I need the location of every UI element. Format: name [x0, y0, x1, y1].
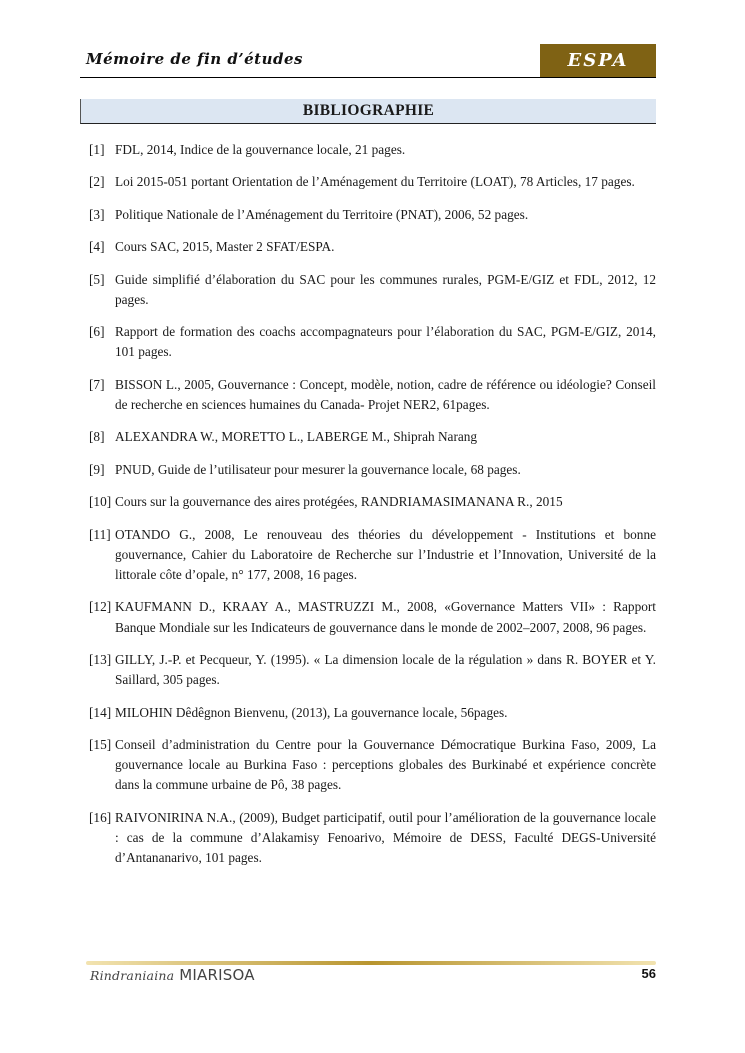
reference-item: [89, 525, 656, 586]
reference-number: [4]: [89, 239, 105, 255]
reference-text: MILOHIN Dêdêgnon Bienvenu, (2013), La gouvernance locale, 56pages.: [115, 704, 508, 720]
section-heading-box: [80, 99, 656, 124]
reference-text: KAUFMANN D., KRAAY A., MASTRUZZI M., 2008, «Governance Matters VII» : Rapport Banque Mondiale sur les Indicateurs de gouvernance dans le monde de 2002–2007, 2008, 96 pages.: [115, 599, 656, 635]
reference-text: FDL, 2014, Indice de la gouvernance locale, 21 pages.: [115, 142, 406, 157]
header-rule: [80, 77, 656, 78]
header-badge-label: ESPA: [567, 50, 629, 71]
document-header-title: Mémoire de fin d’études: [86, 50, 303, 68]
reference-item: [89, 172, 656, 192]
reference-number: [10]: [89, 494, 112, 510]
reference-text: Guide simplifié d’élaboration du SAC pour les communes rurales, PGM-E/GIZ et FDL, 2012, 12 pages.: [115, 271, 656, 307]
reference-number: [1]: [89, 142, 105, 157]
reference-text: ALEXANDRA W., MORETTO L., LABERGE M., Shiprah Narang: [115, 429, 478, 445]
reference-item: [89, 322, 656, 362]
reference-number: [16]: [89, 809, 112, 825]
reference-item: [89, 703, 656, 723]
reference-number: [3]: [89, 206, 105, 222]
header-badge: [540, 44, 656, 77]
reference-item: [89, 460, 656, 480]
reference-text: Politique Nationale de l’Aménagement du Territoire (PNAT), 2006, 52 pages.: [115, 206, 529, 222]
reference-item: [89, 650, 656, 690]
reference-item: [89, 237, 656, 257]
section-title: BIBLIOGRAPHIE: [302, 102, 435, 119]
reference-number: [8]: [89, 429, 105, 445]
reference-item: [89, 375, 656, 415]
reference-text: Cours SAC, 2015, Master 2 SFAT/ESPA.: [115, 239, 335, 255]
reference-item: [89, 205, 656, 225]
reference-text: RAIVONIRINA N.A., (2009), Budget participatif, outil pour l’amélioration de la gouvernance locale : cas de la commune d’Alakamisy Fenoarivo, Mémoire de DESS, Faculté DEGS-Université d’Antananarivo, 101 pages.: [115, 809, 656, 866]
reference-number: [5]: [89, 271, 105, 287]
reference-item: [89, 270, 656, 310]
reference-number: [9]: [89, 461, 105, 477]
footer-author: [90, 966, 255, 984]
bibliography-list: [89, 140, 656, 880]
reference-number: [13]: [89, 651, 112, 667]
reference-item: [89, 597, 656, 637]
reference-number: [6]: [89, 324, 105, 340]
reference-text: Rapport de formation des coachs accompagnateurs pour l’élaboration du SAC, PGM-E/GIZ, 2014, 101 pages.: [115, 324, 656, 360]
reference-item: [89, 427, 656, 447]
reference-item: [89, 492, 656, 512]
reference-text: BISSON L., 2005, Gouvernance : Concept, modèle, notion, cadre de référence ou idéologie? Conseil de recherche en sciences humaines du Canada- Projet NER2, 61pages.: [115, 376, 656, 412]
footer-author-last-name: MIARISOA: [179, 966, 255, 984]
reference-item: [89, 735, 656, 796]
reference-text: PNUD, Guide de l’utilisateur pour mesurer la gouvernance locale, 68 pages.: [115, 461, 521, 477]
reference-item: [89, 808, 656, 869]
footer-divider: [86, 961, 656, 965]
page-number: 56: [641, 966, 656, 981]
reference-item: [89, 140, 656, 160]
reference-number: [15]: [89, 736, 112, 752]
reference-text: GILLY, J.-P. et Pecqueur, Y. (1995). « La dimension locale de la régulation » dans R. BOYER et Y. Saillard, 305 pages.: [115, 651, 656, 688]
reference-number: [12]: [89, 599, 112, 615]
reference-text: Cours sur la gouvernance des aires protégées, RANDRIAMASIMANANA R., 2015: [115, 494, 563, 510]
reference-text: OTANDO G., 2008, Le renouveau des théories du développement - Institutions et bonne gouvernance, Cahier du Laboratoire de Recherche sur l’Industrie et l’Innovation, Université de la littorale côte d’opale, n° 177, 2008, 16 pages.: [115, 526, 656, 582]
reference-text: Conseil d’administration du Centre pour la Gouvernance Démocratique Burkina Faso, 2009, La gouvernance locale au Burkina Faso : perceptions globales des Burkinabé et expérience concrète dans la commune urbaine de Pô, 38 pages.: [115, 736, 656, 793]
reference-text: Loi 2015-051 portant Orientation de l’Aménagement du Territoire (LOAT), 78 Articles, 17 pages.: [115, 174, 635, 190]
reference-number: [2]: [89, 174, 105, 190]
reference-number: [14]: [89, 704, 112, 720]
reference-number: [11]: [89, 526, 111, 542]
footer-author-first-name: Rindraniaina: [90, 968, 175, 983]
reference-number: [7]: [89, 376, 105, 392]
